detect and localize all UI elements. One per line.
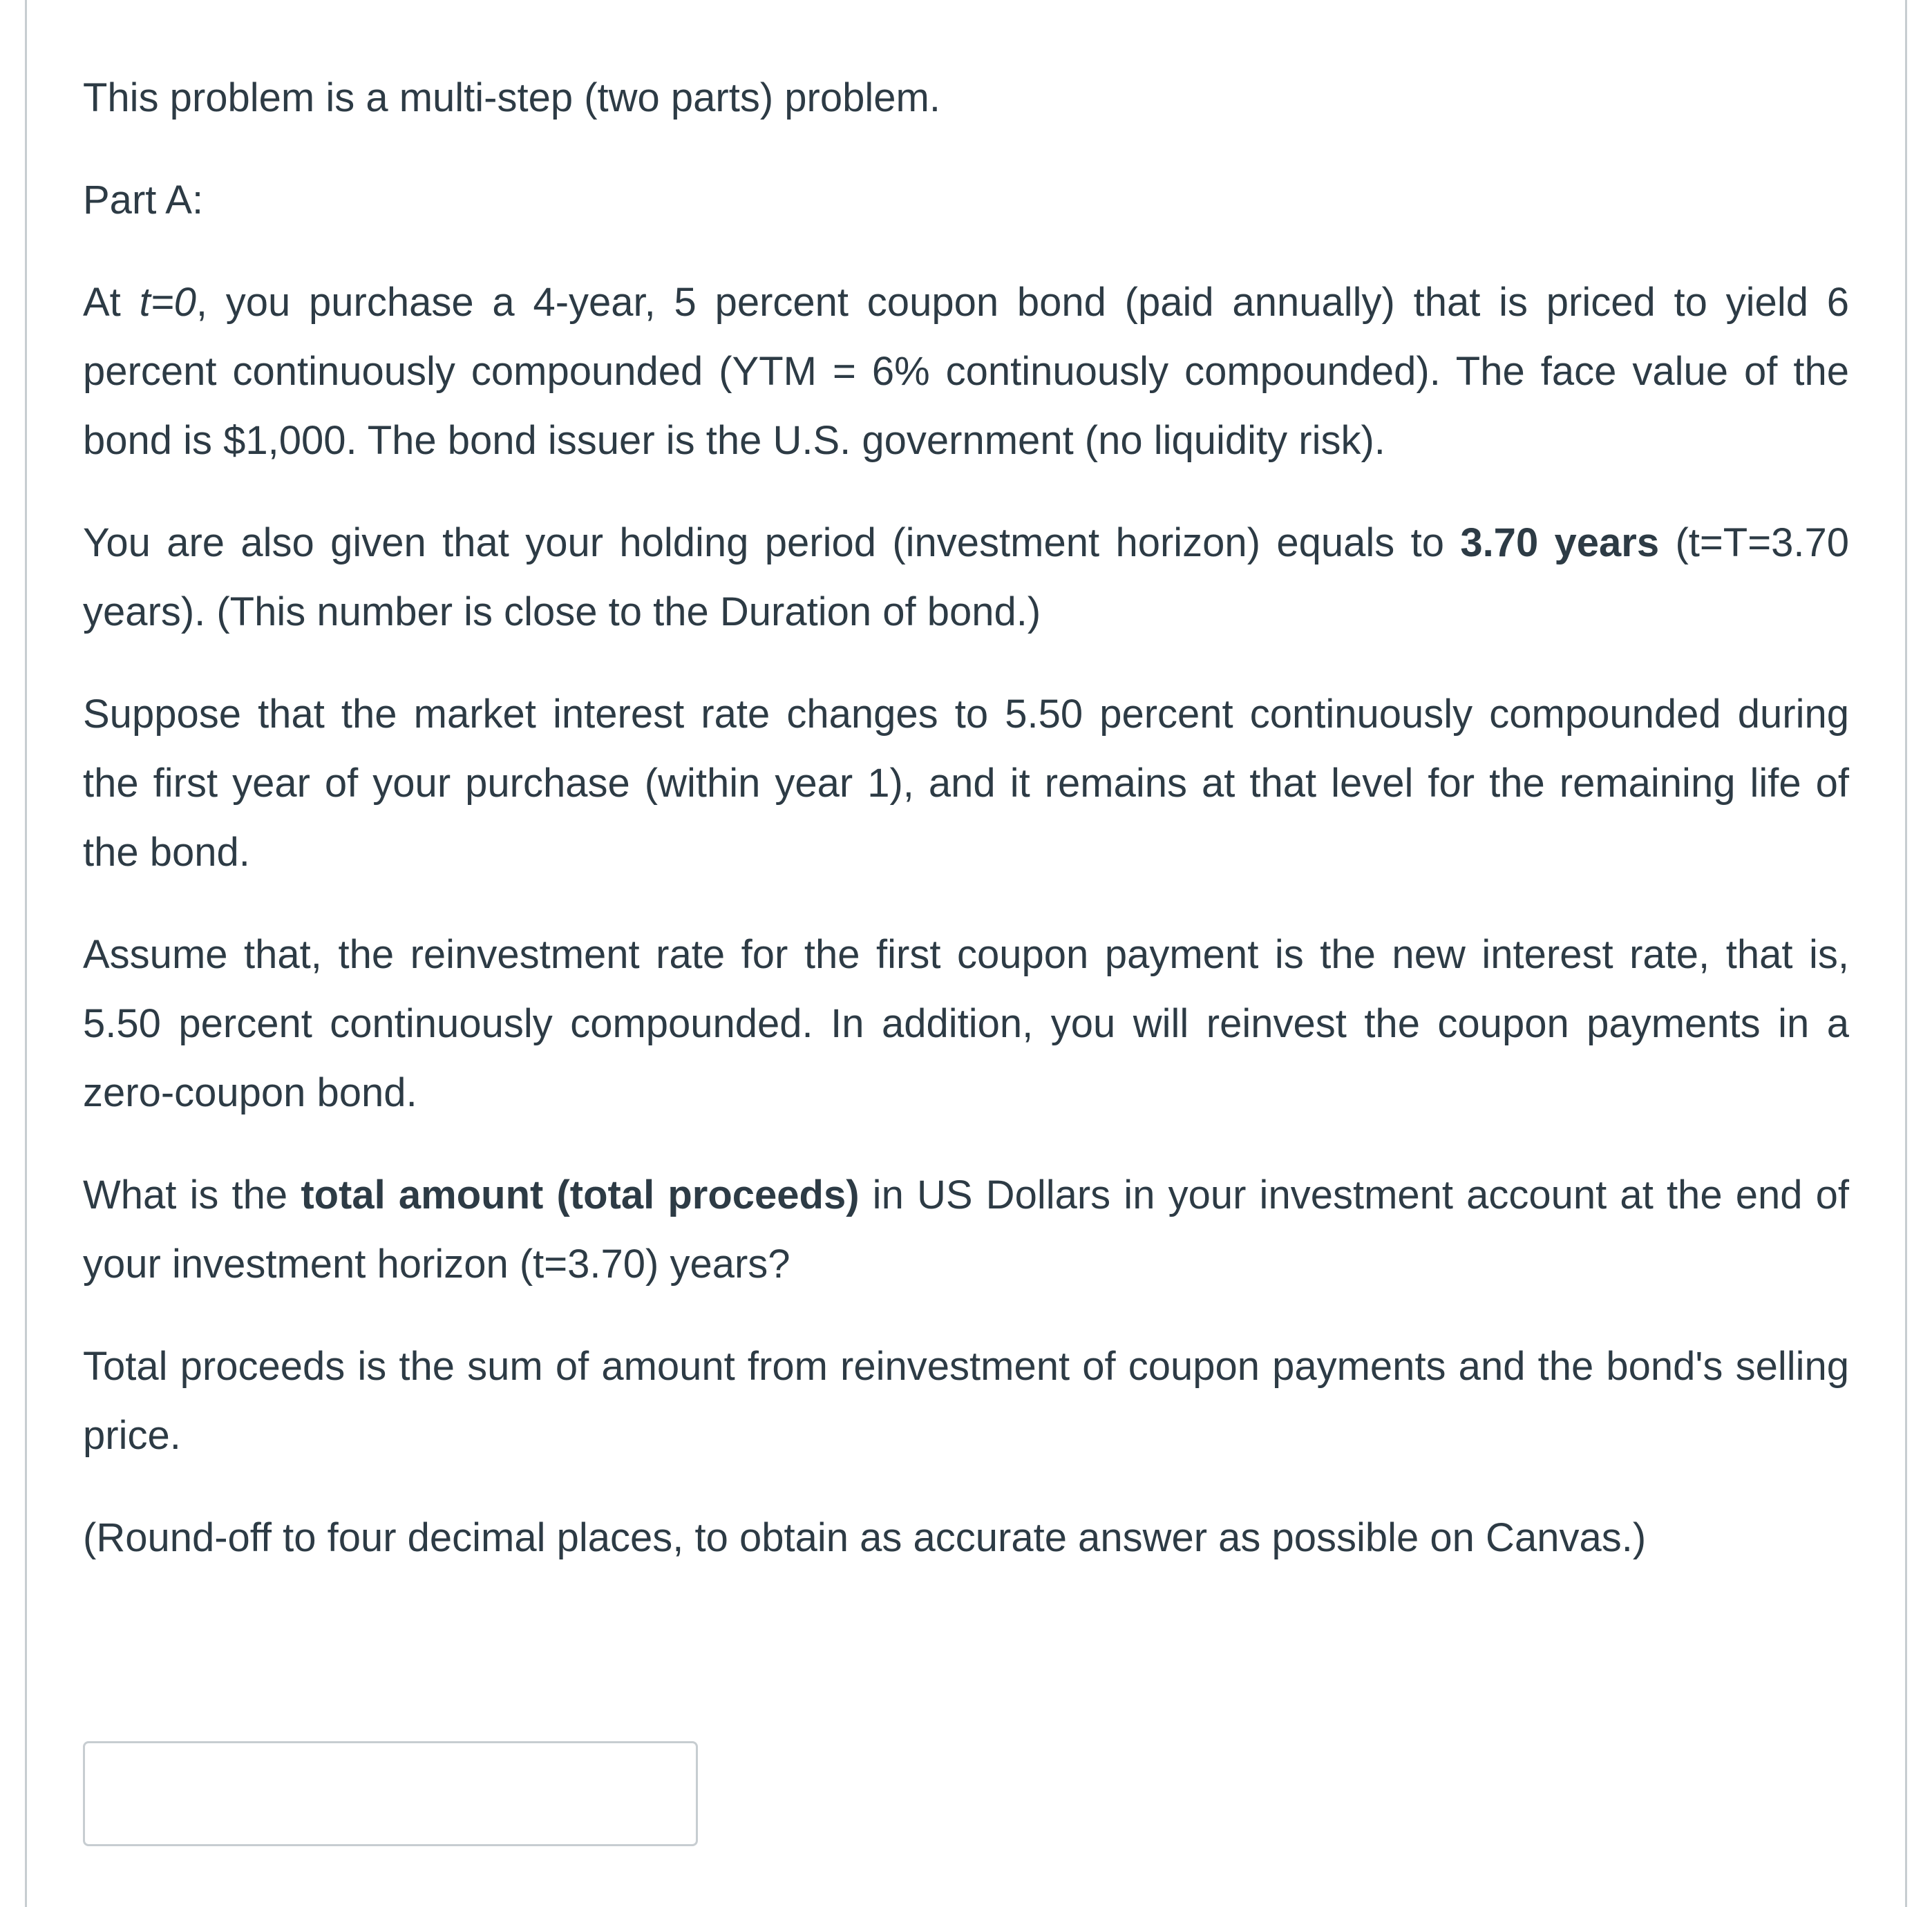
question-paragraph-ask: What is the total amount (total proceeds) in US Dollars in your investment account at the end of your investment horizon (t=3.70) years? bbox=[83, 1173, 1849, 1287]
answer-input[interactable] bbox=[83, 1741, 698, 1846]
question-paragraph-reinvestment: Assume that, the reinvestment rate for the first coupon payment is the new interest rate, that is, 5.50 percent continuously compounded. In addition, you will reinvest the coupon payments in a zero-coupon bond. bbox=[83, 932, 1849, 1115]
horizon-emphasis: 3.70 years bbox=[1460, 520, 1660, 565]
question-paragraph-bond: At t=0, you purchase a 4-year, 5 percent coupon bond (paid annually) that is priced to yield 6 percent continuously compounded (YTM = 6% continuously compounded). The face value of the bond is $1,000. The bond issuer is the U.S. government (no liquidity risk). bbox=[83, 280, 1849, 463]
question-paragraph-rate-change: Suppose that the market interest rate changes to 5.50 percent continuously compounded during the first year of your purchase (within year 1), and it remains at that level for the remaining life of the bond. bbox=[83, 692, 1849, 875]
question-paragraph-rounding: (Round-off to four decimal places, to obtain as accurate answer as possible on Canvas.) bbox=[83, 1515, 1647, 1560]
question-intro: This problem is a multi-step (two parts) problem. bbox=[83, 75, 940, 120]
time-zero: t=0 bbox=[139, 280, 196, 325]
question-paragraph-definition: Total proceeds is the sum of amount from reinvestment of coupon payments and the bond's selling price. bbox=[83, 1344, 1849, 1458]
question-text bbox=[83, 64, 1849, 1606]
question-paragraph-horizon: You are also given that your holding period (investment horizon) equals to 3.70 years (t=T=3.70 years). (This number is close to the Duration of bond.) bbox=[83, 520, 1849, 634]
content-border-left bbox=[25, 0, 27, 1907]
content-border-right bbox=[1905, 0, 1907, 1907]
total-amount-emphasis: total amount (total proceeds) bbox=[301, 1173, 860, 1217]
part-label: Part A: bbox=[83, 178, 204, 222]
